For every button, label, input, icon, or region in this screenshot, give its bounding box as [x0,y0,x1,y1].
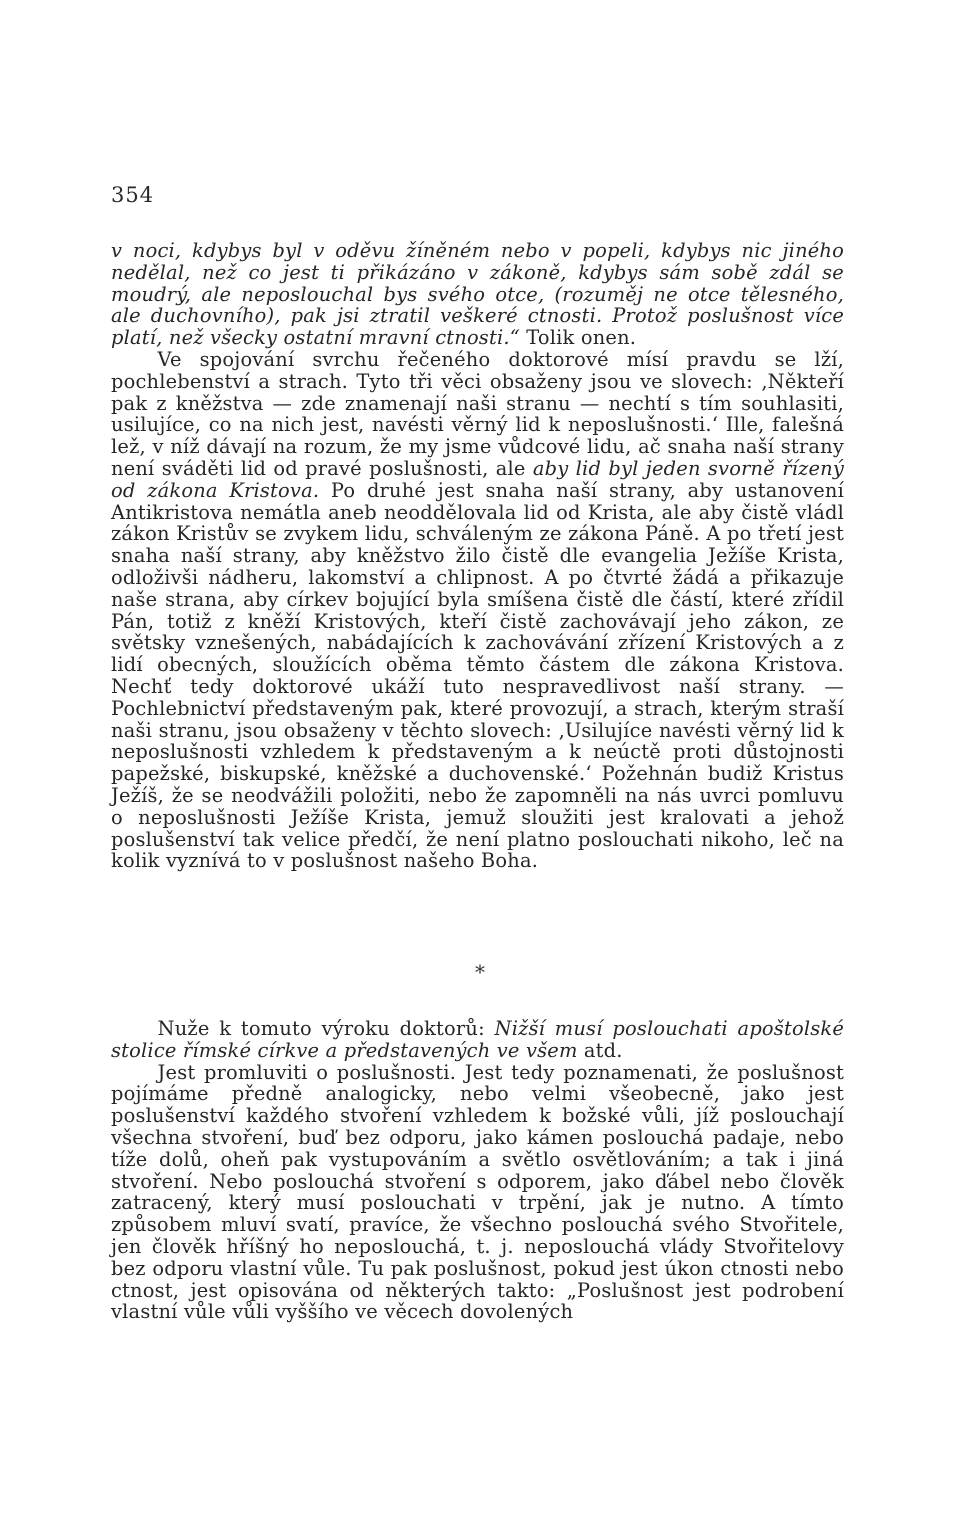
paragraph-text-continued: Po druhé jest snaha naší strany, aby ustanovení Antikristova nemátla aneb neoddělovala lid od Krista, ale aby čistě vládl zákon Kristův se zvykem lidu, schváleným ze zákona Páně. A po třetí jest snaha naší strany, aby kněžstvo žilo čistě dle evangelia Ježíše Krista, odloživši nádheru, lakomství a chlipnost. A po čtvrté žádá a přikazuje naše strana, aby církev bojující byla smíšena čistě dle částí, které zřídil Pán, totiž z kněží Kristových, kteří čistě zachovávají jeho zákon, ze světsky vznešených, nabádajících k zachovávání zřízení Kristových a z lidí obecných, sloužících oběma těmto částem dle zákona Kristova. Nechť tedy doktorové ukáží tuto nespravedlivost naší strany. — Pochlebnictví představeným pak, které provozují, a strach, kterým straší naši stranu, jsou obsaženy v těchto slovech: ‚Usilujíce navésti věrný lid k neposlušnosti vzhledem k představeným a k neúctě proti důstojnosti papežské, biskupské, kněžské a duchovenské.‘ Požehnán budiž Kristus Ježíš, že se neodvážili položiti, nebo že zapomněli na nás uvrci pomluvu o neposlušnosti Ježíše Krista, jemuž sloužiti jest kralovati a jehož poslušenství tak velice předčí, že není platno poslouchati nikoho, leč na kolik vyznívá to v poslušnost našeho Boha. [111,478,844,873]
paragraph-quote-ending [111,240,844,349]
quote-attribution: Tolik onen. [519,326,637,350]
paragraph-italic-quote: Nižší musí poslouchati apoštolské stolice římské církve a představených ve všem [111,1017,844,1062]
paragraph-text: Nuže k tomuto výroku doktorů: [157,1017,495,1040]
paragraph-obedience: Jest promluviti o poslušnosti. Jest tedy poznamenati, že poslušnost pojímáme předně analogicky, nebo velmi všeobecně, jako jest poslušenství každého stvoření vzhledem k božské vůli, jíž poslouchají všechna stvoření, buď bez odporu, jako kámen poslouchá padaje, nebo tíže dolů, oheň pak vystupováním a světlo osvětlováním; a tak i jiná stvoření. Nebo poslouchá stvoření s odporem, jako ďábel nebo člověk zatracený, který musí poslouchati v trpění, jak je nutno. A tímto způsobem mluví svatí, pravíce, že všechno poslouchá svého Stvořitele, jen člověk hříšný ho neposlouchá, t. j. neposlouchá vlády Stvořitelovy bez odporu vlastní vůle. Tu pak poslušnost, pokud jest úkon ctnosti nebo ctnost, jest opisována od některých takto: „Poslušnost jest podrobení vlastní vůle vůli vyššího ve věcech dovolených [111,1060,844,1324]
section-separator-asterisk: * [475,960,485,984]
paragraph-text: Ve spojování svrchu řečeného doktorové mísí pravdu se lží, pochlebenství a strach. Tyto tři věci obsaženy jsou ve slovech: ‚Někteří pak z kněžstva — zde znamenají naši stranu — nechtí s tím souhlasiti, usilujíce, co na nich jest, navésti věrný lid k neposlušnosti.‘ Ille, falešná lež, v níž dávají na rozum, že my jsme vůdcové lidu, ač snaha naší strany není sváděti lid od pravé poslušnosti, ale [111,347,844,480]
page-number: 354 [111,183,155,207]
quote-italic-text: v noci, kdybys byl v oděvu žíněném nebo v popeli, kdybys nic jiného nedělal, než co jest ti přikázáno v zákoně, kdybys sám sobě zdál se moudrý, ale neposlouchal bys svého otce, (rozuměj ne otce tělesného, ale duchovního), pak jsi ztratil veškeré ctnosti. Protož poslušnost více platí, než všecky ostatní mravní ctnosti.“ [111,239,844,350]
paragraph-italic-phrase: aby lid byl jeden svorně řízený od zákona Kristova. [111,456,844,502]
paragraph-doctors-reply [111,349,844,872]
paragraph-text-end: atd. [577,1038,623,1062]
upper-text-block [111,240,844,872]
lower-text-block [111,1018,844,1323]
paragraph-doctors-statement [111,1018,844,1062]
